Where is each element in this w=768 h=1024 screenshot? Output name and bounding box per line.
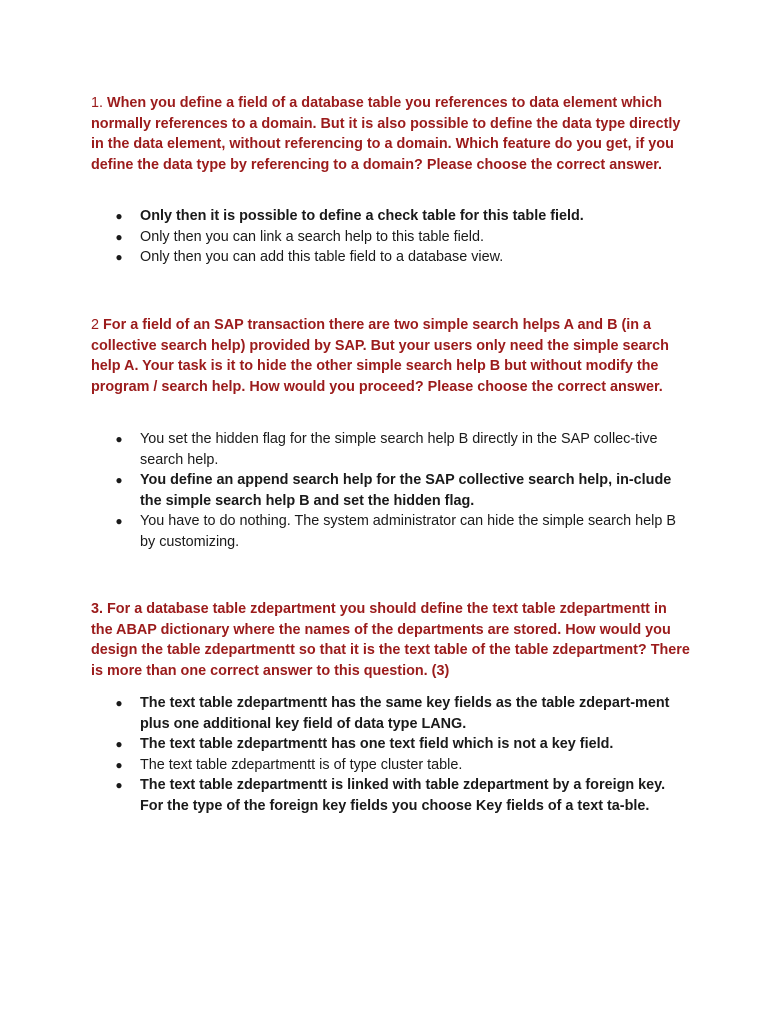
list-item xyxy=(112,247,682,268)
list-item xyxy=(112,755,682,776)
question-1 xyxy=(91,93,691,175)
answer-text: The text table zdepartmentt is linked with table zdepartment by a foreign key. For the type of the foreign key fields you choose Key fields of a text ta-ble. xyxy=(140,777,666,814)
question-2 xyxy=(91,315,691,397)
bullet-icon: ● xyxy=(115,757,123,772)
bullet-icon: ● xyxy=(115,778,123,792)
answer-list-3 xyxy=(112,693,682,816)
question-number: 2 xyxy=(91,317,100,333)
bullet-icon: ● xyxy=(115,514,123,528)
bullet-icon: ● xyxy=(115,209,123,223)
bullet-icon: ● xyxy=(115,250,123,264)
answer-text: Only then you can add this table field to a database view. xyxy=(140,249,504,265)
answer-text: You have to do nothing. The system administrator can hide the simple search help B by customizing. xyxy=(140,513,676,550)
answer-text: Only then you can link a search help to this table field. xyxy=(140,228,484,245)
question-number: 3. xyxy=(91,601,104,617)
list-item xyxy=(112,206,682,227)
list-item xyxy=(112,734,682,755)
answer-text: The text table zdepartmentt has the same key fields as the table zdepart-ment plus one additional key field of data type LANG. xyxy=(140,695,670,732)
list-item xyxy=(112,775,682,816)
bullet-icon: ● xyxy=(115,432,123,446)
answer-list-1 xyxy=(112,206,682,268)
bullet-icon: ● xyxy=(115,473,123,487)
answer-text: You define an append search help for the SAP collective search help, in-clude the simple search help B and set the hidden flag. xyxy=(140,472,672,509)
question-3 xyxy=(91,599,691,681)
bullet-icon: ● xyxy=(115,696,123,710)
question-text: When you define a field of a database table you references to data element which normally references to a domain. But it is also possible to define the data type directly in the data element, without referencing to a domain. Which feature do you get, if you define the data type by referencing to a domain? Please choose the correct answer. xyxy=(91,95,681,173)
answer-text: The text table zdepartmentt is of type cluster table. xyxy=(140,756,463,773)
question-text: For a field of an SAP transaction there are two simple search helps A and B (in a collective search help) provided by SAP. But your users only need the simple search help A. Your task is it to hide the other simple search help B but without modify the program / search help. How would you proceed? Please choose the correct answer. xyxy=(91,317,669,395)
list-item xyxy=(112,429,682,470)
question-number: 1. xyxy=(91,95,104,111)
question-text: For a database table zdepartment you should define the text table zdepartmentt in the ABAP dictionary where the names of the departments are stored. How would you design the table zdepartmentt so that it is the text table of the table zdepartment? There is more than one correct answer to this question. (3) xyxy=(91,601,690,679)
answer-list-2 xyxy=(112,429,682,552)
list-item xyxy=(112,693,682,734)
bullet-icon: ● xyxy=(115,229,123,244)
list-item xyxy=(112,227,682,248)
list-item xyxy=(112,470,682,511)
answer-text: You set the hidden flag for the simple search help B directly in the SAP collec-tive search help. xyxy=(140,431,658,468)
answer-text: The text table zdepartmentt has one text field which is not a key field. xyxy=(140,736,614,752)
answer-text: Only then it is possible to define a check table for this table field. xyxy=(140,208,584,224)
list-item xyxy=(112,511,682,552)
bullet-icon: ● xyxy=(115,737,123,751)
